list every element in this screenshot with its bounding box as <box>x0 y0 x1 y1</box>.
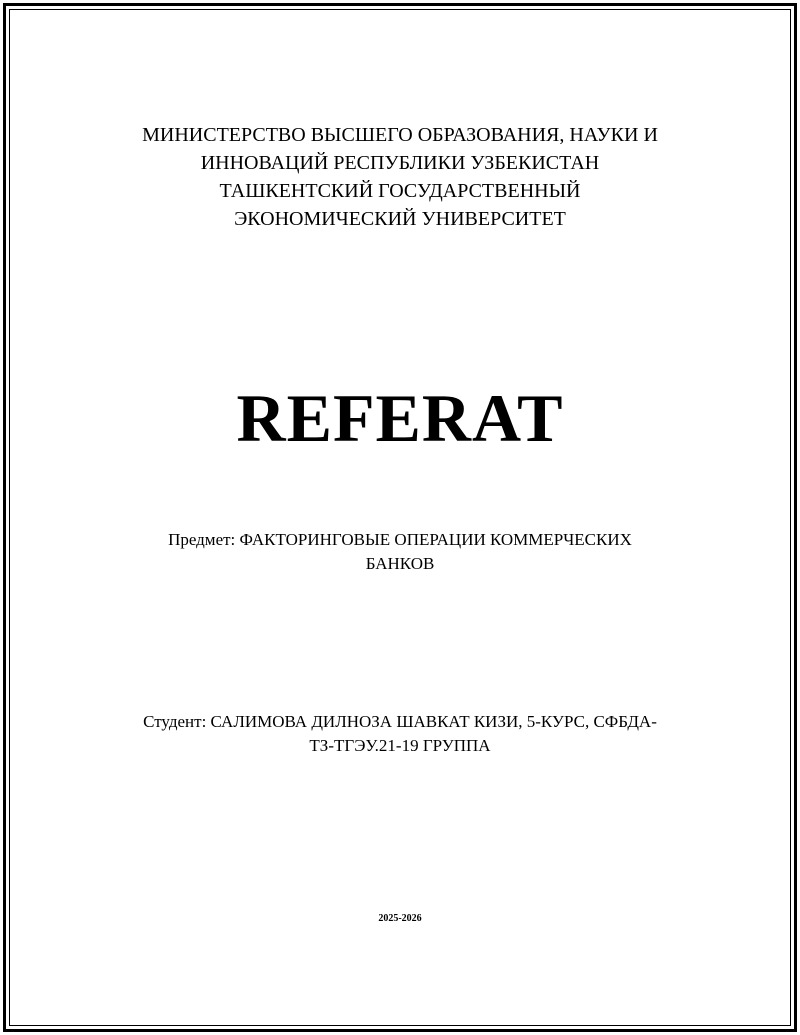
academic-year: 2025-2026 <box>378 913 422 924</box>
institution-line: ЭКОНОМИЧЕСКИЙ УНИВЕРСИТЕТ <box>234 208 566 230</box>
subject-line: БАНКОВ <box>365 554 435 573</box>
subject-block <box>0 528 800 576</box>
institution-line: ИННОВАЦИЙ РЕСПУБЛИКИ УЗБЕКИСТАН <box>200 152 600 174</box>
student-line: Студент: САЛИМОВА ДИЛНОЗА ШАВКАТ КИЗИ, 5-КУРС, СФБДА- <box>143 712 657 731</box>
institution-line: ТАШКЕНТСКИЙ ГОСУДАРСТВЕННЫЙ <box>219 180 581 202</box>
student-block <box>0 710 800 758</box>
institution-header <box>0 121 800 233</box>
student-line: ТЗ-ТГЭУ.21-19 ГРУППА <box>309 736 491 755</box>
subject-line: Предмет: ФАКТОРИНГОВЫЕ ОПЕРАЦИИ КОММЕРЧЕСКИХ <box>168 530 632 549</box>
document-title: REFERAT <box>236 380 564 456</box>
institution-line: МИНИСТЕРСТВО ВЫСШЕГО ОБРАЗОВАНИЯ, НАУКИ И <box>142 124 658 146</box>
